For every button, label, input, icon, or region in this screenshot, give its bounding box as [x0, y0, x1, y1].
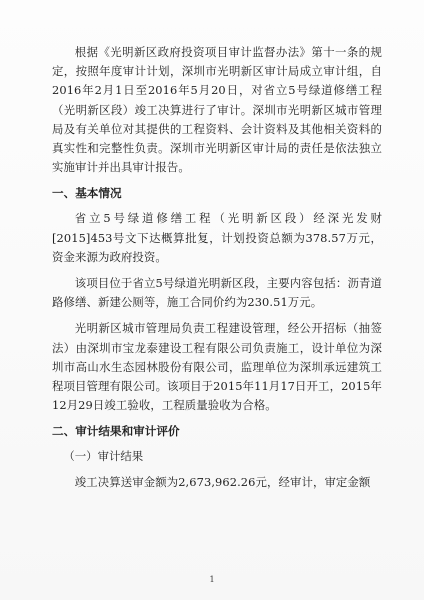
basic-info-paragraph-3: 光明新区城市管理局负责工程建设管理，经公开招标（抽签法）由深圳市宝龙泰建设工程有限公司负责施工，设计单位为深圳市高山水生态园林股份有限公司，监理单位为深圳承远建筑工程项目管理有限公司。该项目于2015年11月17日开工，2015年12月29日竣工验收，工程质量验收为合格。	[52, 321, 382, 413]
audit-result-paragraph: 竣工决算送审金额为2,673,962.26元，经审计，审定金额	[74, 474, 371, 489]
section-heading-basic-info: 一、基本情况	[52, 186, 122, 201]
page-number: 1	[209, 575, 215, 584]
subsection-heading-audit-result: （一）审计结果	[63, 449, 144, 464]
basic-info-paragraph-2: 该项目位于省立5号绿道光明新区段，主要内容包括：沥青道路修缮、新建公厕等，施工合同价约为230.51万元。	[52, 276, 382, 310]
basic-info-paragraph-1: 省立5号绿道修缮工程（光明新区段）经深光发财[2015]453号文下达概算批复，计划投资总额为378.57万元，资金来源为政府投资。	[52, 211, 382, 264]
document-body	[52, 43, 382, 499]
intro-paragraph: 根据《光明新区政府投资项目审计监督办法》第十一条的规定，按照年度审计计划，深圳市光明新区审计局成立审计组，自2016年2月1日至2016年5月20日，对省立5号绿道修缮工程（光明新区段）竣工决算进行了审计。深圳市光明新区城市管理局及有关单位对其提供的工程资料、会计资料及其他相关资料的真实性和完整性负责。深圳市光明新区审计局的责任是依法独立实施审计并出具审计报告。	[52, 45, 382, 175]
section-heading-audit-results: 二、审计结果和审计评价	[52, 424, 180, 439]
